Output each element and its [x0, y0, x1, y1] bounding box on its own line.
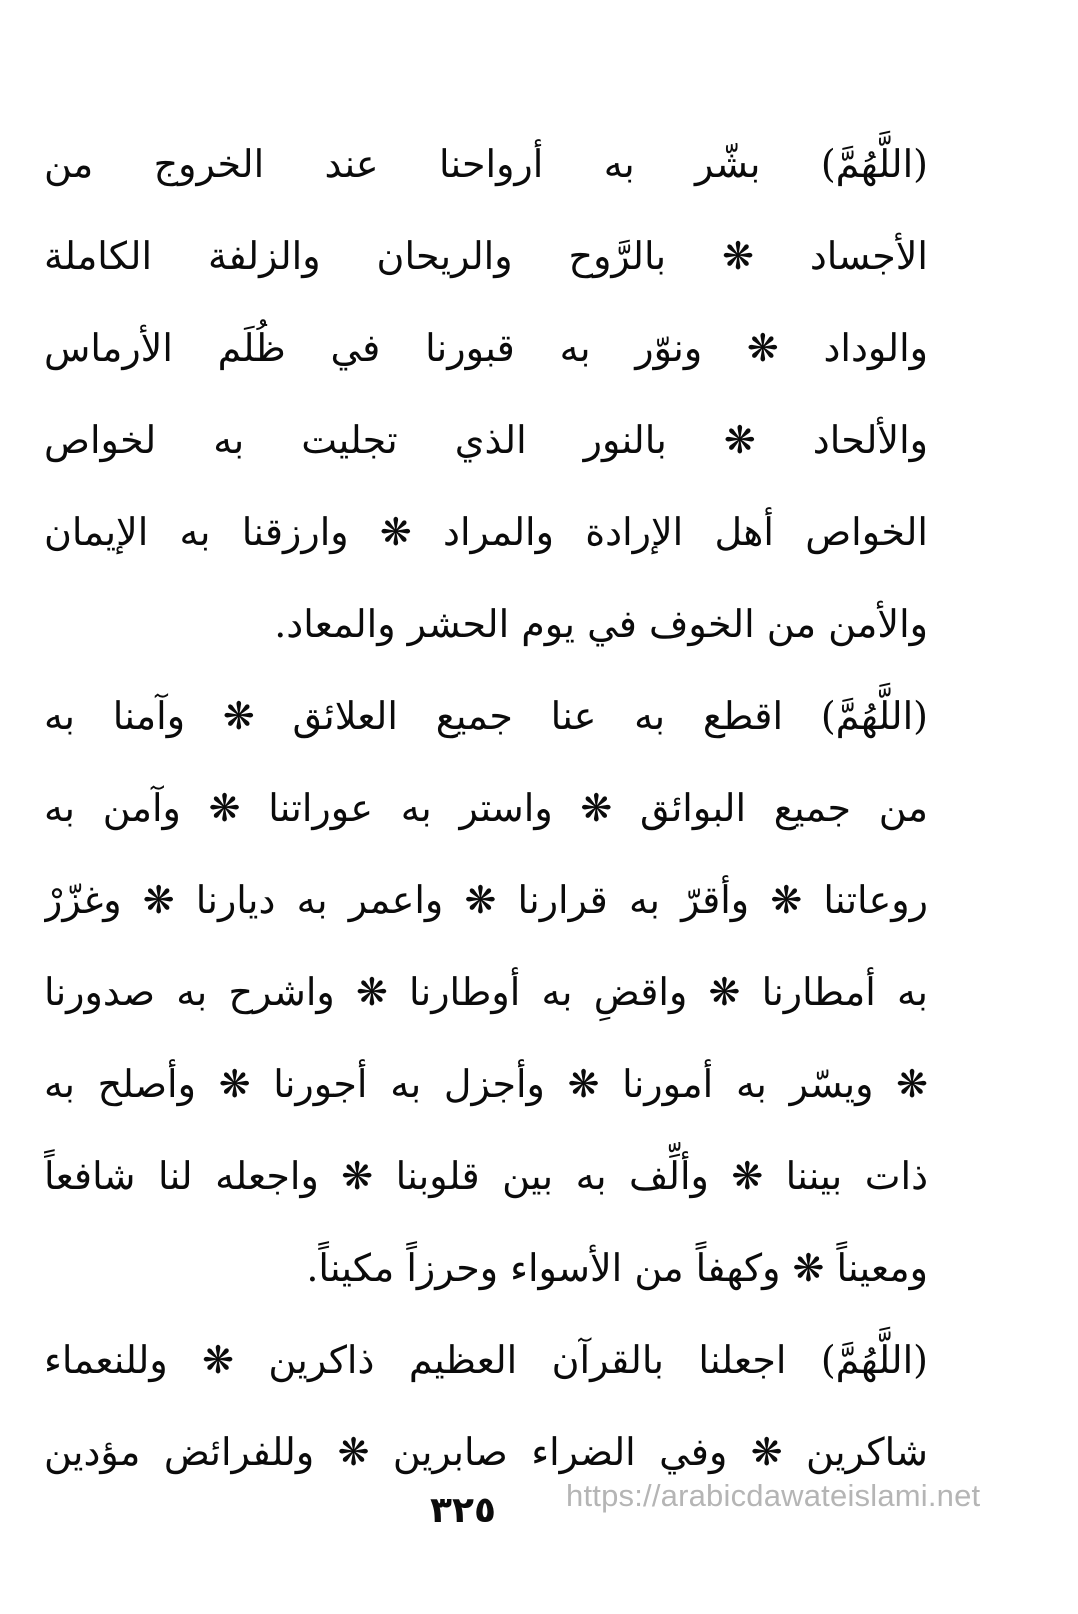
text-line: شاكرين ❋ وفي الضراء صابرين ❋ وللفرائض مؤدين — [44, 1430, 928, 1474]
text-line: ومعيناً ❋ وكهفاً من الأسواء وحرزاً مكيناً. — [306, 1246, 928, 1290]
text-line: والأمن من الخوف في يوم الحشر والمعاد. — [274, 602, 928, 646]
text-line: والوداد ❋ ونوّر به قبورنا في ظُلَم الأرماس — [44, 326, 928, 370]
text-line: ذات بيننا ❋ وألِّف به بين قلوبنا ❋ واجعله لنا شافعاً — [44, 1154, 928, 1198]
text-line: (اللَّهُمَّ) اجعلنا بالقرآن العظيم ذاكرين ❋ وللنعماء — [44, 1338, 928, 1382]
text-line: به أمطارنا ❋ واقضِ به أوطارنا ❋ واشرح به صدورنا — [44, 970, 928, 1014]
main-text — [44, 118, 928, 1498]
text-line: والألحاد ❋ بالنور الذي تجليت به لخواص — [44, 418, 928, 462]
text-line: الأجساد ❋ بالرَّوح والريحان والزلفة الكاملة — [44, 234, 928, 278]
text-line: (اللَّهُمَّ) اقطع به عنا جميع العلائق ❋ وآمنا به — [44, 694, 928, 738]
text-line: (اللَّهُمَّ) بشّر به أرواحنا عند الخروج من — [44, 142, 928, 186]
text-line: روعاتنا ❋ وأقرّ به قرارنا ❋ واعمر به ديارنا ❋ وغزّرْ — [44, 878, 928, 922]
watermark-url: https://arabicdawateislami.net — [566, 1478, 981, 1513]
text-line: ❋ ويسّر به أمورنا ❋ وأجزل به أجورنا ❋ وأصلح به — [44, 1062, 928, 1106]
text-line: من جميع البوائق ❋ واستر به عوراتنا ❋ وآمن به — [44, 786, 928, 830]
text-line: الخواص أهل الإرادة والمراد ❋ وارزقنا به الإيمان — [44, 510, 928, 554]
page-number: ٣٢٥ — [430, 1490, 496, 1531]
